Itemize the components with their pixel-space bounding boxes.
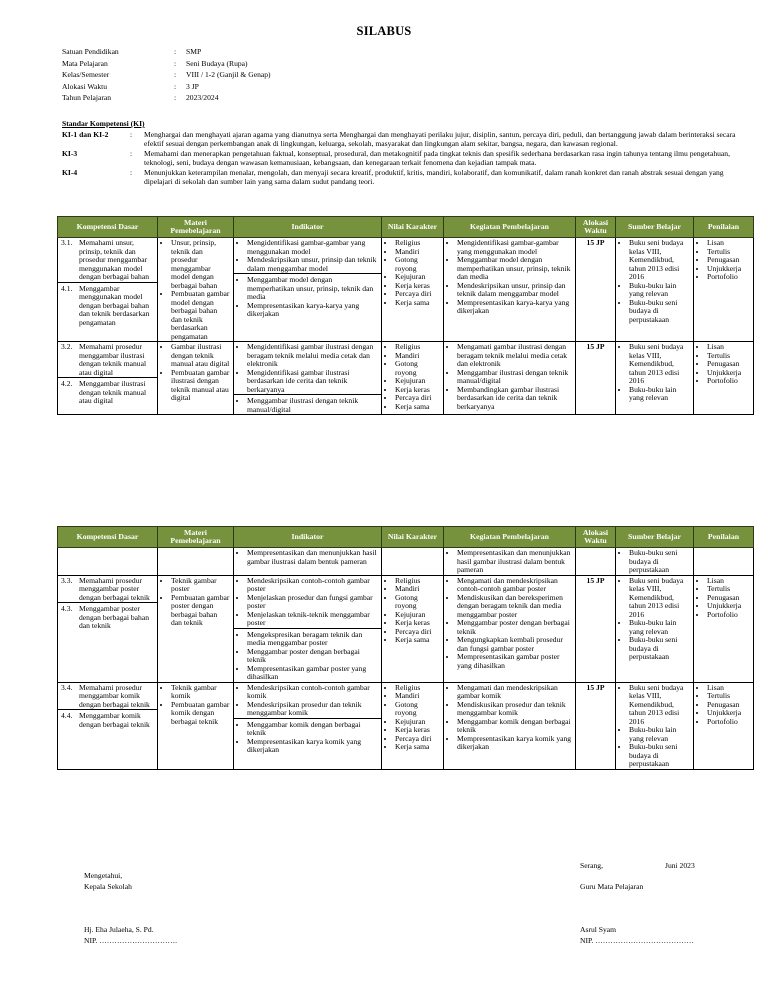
cell-nilai: [382, 342, 444, 415]
header-penilaian: Penilaian: [694, 527, 754, 548]
list-item: • Unjukkerja: [707, 602, 750, 611]
list-item: • Lisan: [707, 577, 750, 586]
cell-nilai: [382, 575, 444, 682]
signature-right-name: Asrul Syam: [580, 925, 617, 934]
kd-item: [61, 343, 154, 377]
kd-item: [61, 239, 154, 282]
list-item: • Penugasan: [707, 360, 750, 369]
kd-number: 4.1.: [61, 283, 73, 293]
list-item: • Religius: [395, 684, 440, 693]
cell-indikator: [234, 342, 382, 415]
list-item: • Buku-buku lain yang relevan: [629, 619, 690, 636]
list-item: • Mengidentifikasi gambar ilustrasi dengan beragam teknik melalui media cetak dan elektronik: [247, 343, 378, 369]
cell-indikator: [234, 548, 382, 576]
list-item: • Mendeskripsikan prosedur dan teknik menggambar komik: [247, 701, 378, 718]
list-item: • Kejujuran: [395, 273, 440, 282]
kd-text: Menggambar ilustrasi dengan teknik manual atau digital: [79, 379, 147, 405]
kd-item: [61, 577, 154, 603]
list-item: • Mempresentasikan karya komik yang dikerjakan: [457, 735, 572, 752]
list-item: • Penugasan: [707, 594, 750, 603]
list-item: • Mengekspresikan beragam teknik dan media menggambar poster: [247, 631, 378, 648]
list-item: • Mandiri: [395, 585, 440, 594]
header-alokasi: Alokasi Waktu: [576, 527, 616, 548]
cell-kegiatan: [444, 682, 576, 769]
list-item: • Menggambar komik dengan berbagai teknik: [247, 721, 378, 738]
indikator-sub: [234, 273, 381, 319]
list-item: • Mengamati dan mendeskripsikan contoh-contoh gambar poster: [457, 577, 572, 594]
identity-label: Kelas/Semester: [62, 70, 110, 80]
list-item: • Mempresentasikan karya komik yang dikerjakan: [247, 738, 378, 755]
header-kegiatan: Kegiatan Pembelajaran: [444, 527, 576, 548]
identity-label: Alokasi Waktu: [62, 81, 108, 91]
list-item: • Mengidentifikasi gambar-gambar yang menggunakan model: [247, 239, 378, 256]
list-item: • Buku-buku seni budaya di perpustakaan: [629, 549, 690, 575]
cell-kd: [58, 575, 158, 682]
list-item: • Unjukkerja: [707, 265, 750, 274]
list-item: • Mengamati gambar ilustrasi dengan beragam teknik melalui media cetak dan elektronik: [457, 343, 572, 369]
list-item: • Mempresentasikan karya-karya yang dikerjakan: [247, 302, 378, 319]
cell-kd: [58, 238, 158, 342]
ki-row: [62, 169, 752, 186]
cell-kd: [58, 682, 158, 769]
list-item: • Gotong royong: [395, 701, 440, 718]
cell-penilaian: [694, 548, 754, 576]
cell-sumber: [616, 238, 694, 342]
header-materi: Materi Pemebelajaran: [158, 217, 234, 238]
list-item: • Kerja sama: [395, 636, 440, 645]
ki-code: KI-4: [62, 168, 78, 177]
table-row: [58, 342, 754, 415]
cell-indikator: [234, 238, 382, 342]
list-item: • Buku-buku lain yang relevan: [629, 282, 690, 299]
signature-left: [84, 872, 132, 893]
header-sumber: Sumber Belajar: [616, 217, 694, 238]
signature-left-nip: NIP. ………………………….: [84, 935, 178, 945]
list-item: • Lisan: [707, 343, 750, 352]
list-item: • Unsur, prinsip, teknik dan prosedur menggambar model dengan berbagai bahan: [171, 239, 230, 290]
page-title: SILABUS: [356, 24, 412, 38]
kd-number: 4.3.: [61, 604, 73, 613]
list-item: • Mendeskripsikan contoh-contoh gambar komik: [247, 684, 378, 701]
list-item: • Menggambar poster dengan berbagai teknik: [247, 648, 378, 665]
table-header-row: [58, 217, 754, 238]
list-item: • Percaya diri: [395, 394, 440, 403]
header-indikator: Indikator: [234, 527, 382, 548]
list-item: • Buku seni budaya kelas VIII, Kemendikbud, tahun 2013 edisi 2016: [629, 684, 690, 727]
list-item: • Gotong royong: [395, 360, 440, 377]
table-row: [58, 238, 754, 342]
list-item: • Buku seni budaya kelas VIII, Kemendikbud, tahun 2013 edisi 2016: [629, 239, 690, 282]
identity-value: 3 JP: [186, 81, 199, 91]
cell-penilaian: [694, 682, 754, 769]
cell-nilai: [382, 238, 444, 342]
cell-sumber: [616, 682, 694, 769]
kd-number: 4.2.: [61, 379, 73, 388]
list-item: • Religius: [395, 343, 440, 352]
list-item: • Pembuatan gambar model dengan berbagai bahan dan teknik berdasarkan pengamatan: [171, 290, 230, 341]
list-item: • Percaya diri: [395, 735, 440, 744]
list-item: • Buku-buku seni budaya di perpustakaan: [629, 299, 690, 325]
separator: :: [174, 81, 177, 91]
list-item: • Menggambar model dengan memperhatikan unsur, prinsip, teknik dan media: [247, 276, 378, 302]
list-item: • Mempresentasikan gambar poster yang dihasilkan: [457, 653, 572, 670]
ki-row: [62, 150, 752, 167]
header-kd: Kompetensi Dasar: [58, 527, 158, 548]
table-row: [58, 682, 754, 769]
indikator-sub: [234, 628, 381, 682]
cell-penilaian: [694, 238, 754, 342]
kd-text: Memahami prosedur menggambar komik dengan berbagai teknik: [79, 682, 150, 709]
kd-item: [58, 377, 157, 406]
list-item: • Percaya diri: [395, 290, 440, 299]
list-item: • Buku-buku lain yang relevan: [629, 726, 690, 743]
list-item: • Kerja keras: [395, 619, 440, 628]
list-item: • Mempresentasikan dan menunjukkan hasil gambar ilustrasi dalam bentuk pameran: [457, 549, 572, 575]
signature-date: Juni 2023: [665, 861, 695, 870]
kd-number: 3.1.: [61, 238, 73, 247]
cell-alokasi: 15 JP: [576, 575, 616, 682]
list-item: • Penugasan: [707, 256, 750, 265]
list-item: • Portofolio: [707, 377, 750, 386]
cell-materi: [158, 548, 234, 576]
identity-value: 2023/2024: [186, 93, 219, 103]
identity-label: Mata Pelajaran: [62, 58, 108, 68]
list-item: • Mendeskripsikan unsur, prinsip dan teknik dalam menggambar model: [247, 256, 378, 273]
list-item: • Portofolio: [707, 718, 750, 727]
cell-alokasi: 15 JP: [576, 682, 616, 769]
header-alokasi: Alokasi Waktu: [576, 217, 616, 238]
cell-materi: [158, 342, 234, 415]
list-item: • Buku seni budaya kelas VIII, Kemendikbud, tahun 2013 edisi 2016: [629, 343, 690, 386]
identity-block: [62, 48, 271, 106]
cell-alokasi: 15 JP: [576, 342, 616, 415]
list-item: • Mandiri: [395, 248, 440, 257]
list-item: • Mengidentifikasi gambar-gambar yang menggunakan model: [457, 239, 572, 256]
cell-nilai: [382, 682, 444, 769]
kd-text: Menggambar komik dengan berbagai teknik: [79, 711, 150, 729]
ki-row: [62, 131, 752, 148]
header-materi: Materi Pemebelajaran: [158, 527, 234, 548]
cell-kegiatan: [444, 548, 576, 576]
list-item: • Mengidentifikasi gambar ilustrasi berdasarkan ide cerita dan teknik berkaryanya: [247, 369, 378, 395]
list-item: • Tertulis: [707, 248, 750, 257]
list-item: • Pembuatan gambar ilustrasi dengan teknik manual atau digital: [171, 369, 230, 403]
signature-right-date: [580, 862, 695, 873]
list-item: • Kerja sama: [395, 299, 440, 308]
header-nilai: Nilai Karakter: [382, 217, 444, 238]
signature-right-name-block: [580, 926, 694, 947]
list-item: • Buku seni budaya kelas VIII, Kemendikbud, tahun 2013 edisi 2016: [629, 577, 690, 620]
list-item: • Teknik gambar komik: [171, 684, 230, 701]
ki-block: [62, 131, 752, 188]
cell-materi: [158, 575, 234, 682]
list-item: • Mendiskusikan dan bereksperimen dengan beragam teknik dan media menggambar poster: [457, 594, 572, 620]
list-item: • Pembuatan gambar komik dengan berbagai teknik: [171, 701, 230, 727]
kd-number: 3.3.: [61, 575, 73, 585]
indikator-sub: [234, 718, 381, 755]
separator: :: [174, 70, 177, 80]
list-item: • Lisan: [707, 239, 750, 248]
table-header-row: [58, 527, 754, 548]
cell-sumber: [616, 342, 694, 415]
list-item: • Mengungkapkan kembali prosedur dan fungsi gambar poster: [457, 636, 572, 653]
signature-right-role: Guru Mata Pelajaran: [580, 882, 644, 891]
identity-label: Satuan Pendidikan: [62, 47, 119, 56]
kd-text: Memahami prosedur menggambar ilustrasi dengan teknik manual atau digital: [79, 342, 147, 377]
list-item: • Menggambar poster dengan berbagai teknik: [457, 619, 572, 636]
separator: :: [130, 149, 133, 158]
list-item: • Gotong royong: [395, 594, 440, 611]
kd-text: Menggambar poster dengan berbagai bahan dan teknik: [79, 604, 149, 630]
signature-left-name-block: [84, 926, 177, 947]
list-item: • Unjukkerja: [707, 709, 750, 718]
identity-value: VIII / 1-2 (Ganjil & Genap): [186, 70, 271, 80]
list-item: • Menjelaskan teknik-teknik menggambar poster: [247, 611, 378, 628]
list-item: • Tertulis: [707, 585, 750, 594]
list-item: • Mengamati dan mendeskripsikan gambar komik: [457, 684, 572, 701]
list-item: • Menggambar ilustrasi dengan teknik manual/digital: [247, 397, 378, 414]
ki-text: Menunjukkan keterampilan menalar, mengolah, dan menyaji secara kreatif, produktif, kritis, mandiri, kolaboratif, dan komunikatif, dalam ranah konkret dan ranah abstrak sesuai dengan yang dipelajari di sekolah dan sumber lain yang sama dalam sudut pandang teori.: [144, 168, 724, 186]
list-item: • Kerja sama: [395, 743, 440, 752]
header-indikator: Indikator: [234, 217, 382, 238]
list-item: • Kejujuran: [395, 377, 440, 386]
ki-code: KI-3: [62, 149, 78, 158]
header-kd: Kompetensi Dasar: [58, 217, 158, 238]
list-item: • Menjelaskan prosedur dan fungsi gambar poster: [247, 594, 378, 611]
list-item: • Mendeskripsikan unsur, prinsip dan teknik dalam menggambar model: [457, 282, 572, 299]
list-item: • Mempresentasikan karya-karya yang dikerjakan: [457, 299, 572, 316]
list-item: • Gotong royong: [395, 256, 440, 273]
syllabus-table-2: [57, 526, 754, 770]
signature-left-name: Hj. Eha Julaeha, S. Pd.: [84, 925, 154, 934]
list-item: • Kerja keras: [395, 726, 440, 735]
list-item: • Unjukkerja: [707, 369, 750, 378]
separator: :: [174, 58, 177, 68]
identity-row: [62, 48, 271, 60]
kd-number: 3.2.: [61, 342, 73, 351]
list-item: • Portofolio: [707, 611, 750, 620]
ki-code: KI-1 dan KI-2: [62, 130, 109, 139]
ki-heading: Standar Kompetensi (KI): [62, 119, 145, 128]
cell-alokasi: [576, 548, 616, 576]
list-item: • Kerja keras: [395, 282, 440, 291]
list-item: • Teknik gambar poster: [171, 577, 230, 594]
separator: :: [130, 130, 133, 139]
kd-text: Memahami unsur, prinsip, teknik dan prosedur menggambar menggunakan model dengan berbagai bahan: [79, 238, 149, 281]
list-item: • Gambar ilustrasi dengan teknik manual atau digital: [171, 343, 230, 369]
list-item: • Pembuatan gambar poster dengan berbagai bahan dan teknik: [171, 594, 230, 628]
list-item: • Mandiri: [395, 352, 440, 361]
header-kegiatan: Kegiatan Pembelajaran: [444, 217, 576, 238]
signature-right-nip: NIP. …………………………………: [580, 935, 694, 945]
header-penilaian: Penilaian: [694, 217, 754, 238]
identity-value: Seni Budaya (Rupa): [186, 58, 248, 68]
indikator-sub: [234, 394, 381, 414]
cell-materi: [158, 238, 234, 342]
separator: :: [130, 168, 133, 177]
list-item: • Mandiri: [395, 692, 440, 701]
cell-kd: [58, 548, 158, 576]
signature-place: Serang,: [580, 861, 603, 870]
identity-row: [62, 94, 271, 106]
list-item: • Religius: [395, 239, 440, 248]
list-item: • Buku-buku lain yang relevan: [629, 386, 690, 403]
cell-materi: [158, 682, 234, 769]
header-nilai: Nilai Karakter: [382, 527, 444, 548]
separator: :: [174, 47, 177, 56]
cell-sumber: [616, 548, 694, 576]
cell-penilaian: [694, 575, 754, 682]
cell-kegiatan: [444, 575, 576, 682]
cell-kegiatan: [444, 238, 576, 342]
list-item: • Tertulis: [707, 352, 750, 361]
list-item: • Kerja keras: [395, 386, 440, 395]
signature-left-line2: Kepala Sekolah: [84, 881, 132, 891]
syllabus-table-1: [57, 216, 754, 415]
kd-text: Memahami prosedur menggambar poster dengan berbagai teknik: [79, 575, 150, 602]
kd-item: [58, 282, 157, 328]
list-item: • Mendeskripsikan contoh-contoh gambar poster: [247, 577, 378, 594]
list-item: • Membandingkan gambar ilustrasi berdasarkan ide cerita dan teknik berkaryanya: [457, 386, 572, 412]
cell-kegiatan: [444, 342, 576, 415]
table-row-continued: [58, 548, 754, 576]
header-sumber: Sumber Belajar: [616, 527, 694, 548]
kd-text: Menggambar menggunakan model dengan berbagai bahan dan teknik berdasarkan pengamatan: [79, 283, 150, 327]
cell-penilaian: [694, 342, 754, 415]
kd-item: [61, 684, 154, 710]
list-item: • Mempresentasikan gambar poster yang dihasilkan: [247, 665, 378, 682]
cell-indikator: [234, 575, 382, 682]
cell-nilai: [382, 548, 444, 576]
list-item: • Mendiskusikan prosedur dan teknik menggambar komik: [457, 701, 572, 718]
list-item: • Percaya diri: [395, 628, 440, 637]
list-item: • Menggambar ilustrasi dengan teknik manual/digital: [457, 369, 572, 386]
list-item: • Buku-buku seni budaya di perpustakaan: [629, 743, 690, 769]
kd-number: 3.4.: [61, 682, 73, 692]
table-row: [58, 575, 754, 682]
list-item: • Buku-buku seni budaya di perpustakaan: [629, 636, 690, 662]
list-item: • Menggambar model dengan memperhatikan unsur, prinsip, teknik dan media: [457, 256, 572, 282]
list-item: • Kejujuran: [395, 718, 440, 727]
list-item: • Tertulis: [707, 692, 750, 701]
ki-text: Menghargai dan menghayati ajaran agama yang dianutnya serta Menghargai dan menghayati perilaku jujur, disiplin, santun, percaya diri, peduli, dan bertanggung jawab dalam berinteraksi secara efektif sesuai dengan perkembangan anak di lingkungan, keluarga, sekolah, masyarakat dan lingkungan alam sekitar, bangsa, negara, dan kawasan regional.: [144, 130, 736, 148]
identity-value: SMP: [186, 47, 202, 56]
cell-sumber: [616, 575, 694, 682]
ki-text: Memahami dan menerapkan pengetahuan faktual, konseptual, prosedural, dan metakognitif pada tingkat teknis dan spesifik sederhana berdasarkan rasa ingin tahunya tentang ilmu pengetahuan, teknologi, seni, budaya dengan wawasan kemanusiaan, kebangsaan, dan kenegaraan terkait fenomena dan kejadian tampak mata.: [144, 149, 730, 167]
kd-item: [58, 709, 157, 729]
list-item: • Portofolio: [707, 273, 750, 282]
cell-alokasi: 15 JP: [576, 238, 616, 342]
cell-indikator: [234, 682, 382, 769]
signature-left-line1: Mengetahui,: [84, 871, 123, 880]
list-item: • Menggambar komik dengan berbagai teknik: [457, 718, 572, 735]
list-item: • Penugasan: [707, 701, 750, 710]
cell-kd: [58, 342, 158, 415]
list-item: • Kejujuran: [395, 611, 440, 620]
kd-number: 4.4.: [61, 711, 73, 720]
list-item: • Mempresentasikan dan menunjukkan hasil gambar ilustrasi dalam bentuk pameran: [247, 549, 378, 566]
list-item: • Kerja sama: [395, 403, 440, 412]
identity-label: Tahun Pelajaran: [62, 93, 112, 103]
separator: :: [174, 93, 177, 103]
kd-item: [58, 602, 157, 631]
list-item: • Religius: [395, 577, 440, 586]
list-item: • Lisan: [707, 684, 750, 693]
